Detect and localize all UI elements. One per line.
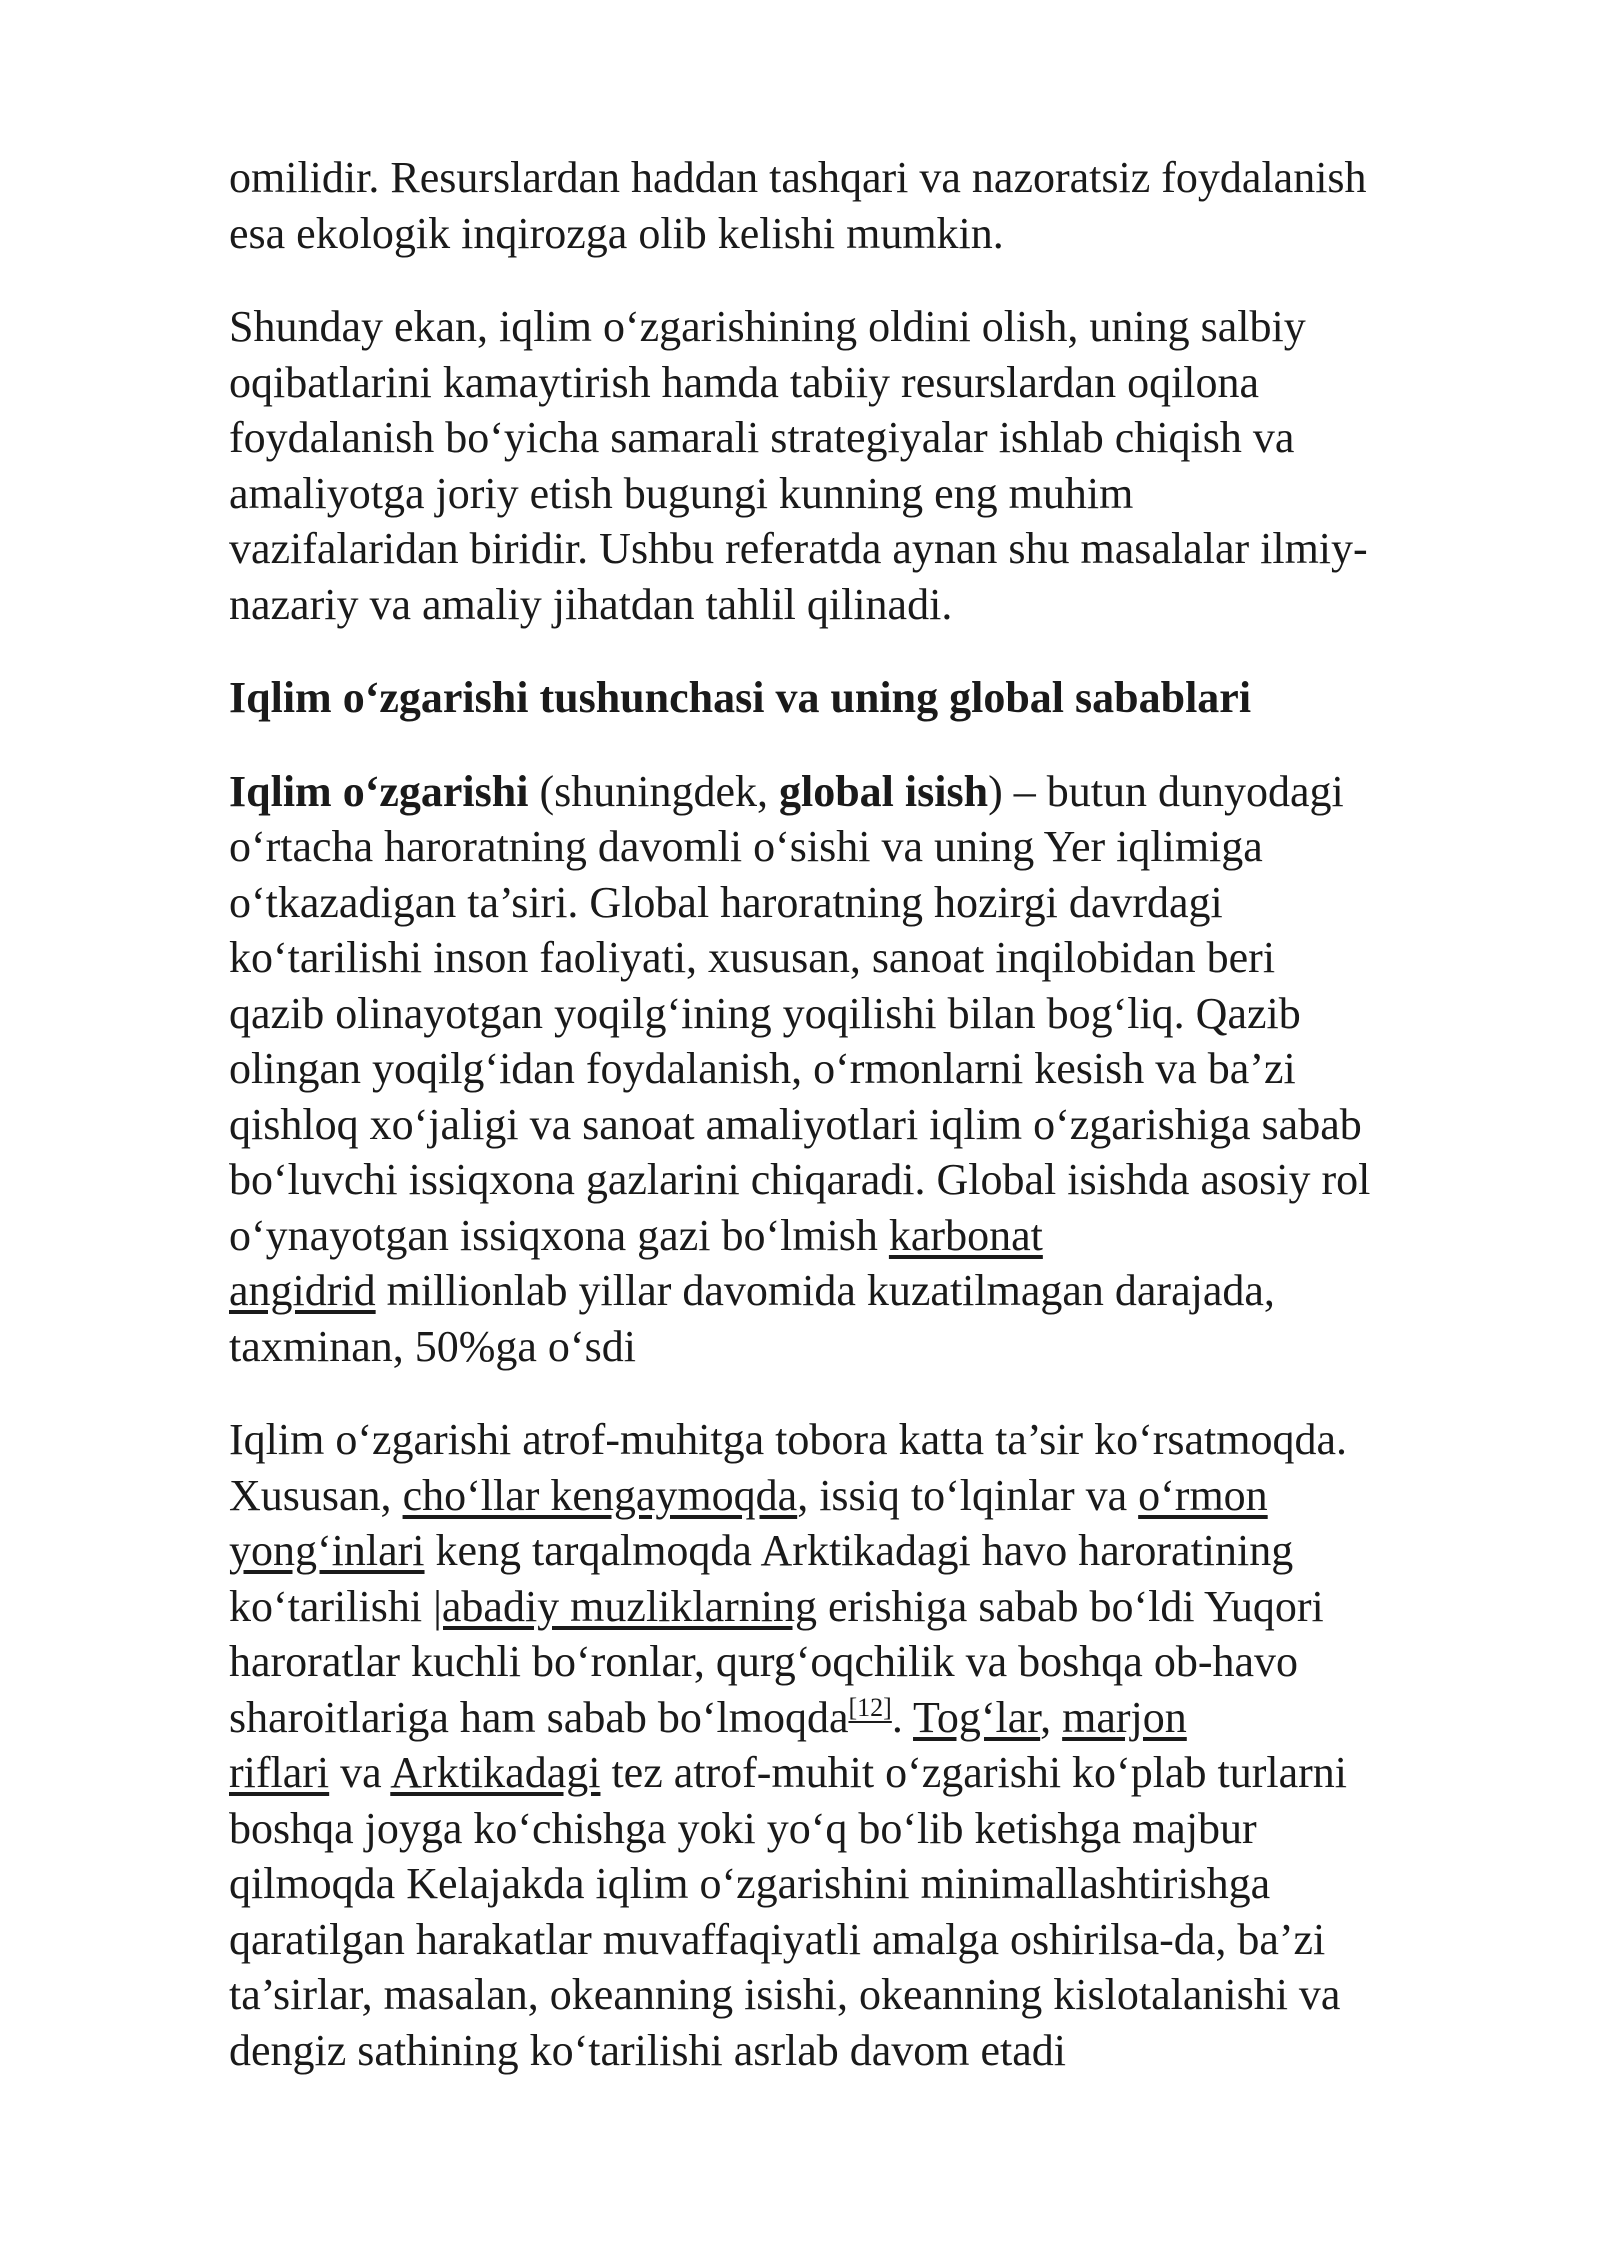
text-line: bo‘luvchi issiqxona gazlarini chiqaradi. Global isishda asosiy rol [229, 1155, 1371, 1204]
text-fragment: millionlab yillar davomida kuzatilmagan darajada, [375, 1266, 1275, 1315]
text-line [229, 1523, 1529, 1579]
text-line: qilmoqda Kelajakda iqlim o‘zgarishini minimallashtirishga [229, 1859, 1271, 1908]
link-coral-reefs-cont[interactable]: riflari [229, 1748, 330, 1797]
link-arctic[interactable]: Arktikadagi [390, 1748, 601, 1797]
text-fragment: . [891, 1692, 914, 1742]
text-line: boshqa joyga ko‘chishga yoki yo‘q bo‘lib ketishga majbur [229, 1803, 1257, 1853]
paragraph-definition [229, 764, 1529, 1375]
text-line: nazariy va amaliy jihatdan tahlil qilinadi. [229, 579, 953, 629]
term-climate-change: Iqlim o‘zgarishi [229, 766, 529, 816]
text-fragment: tez atrof-muhit o‘zgarishi ko‘plab turlarni [600, 1748, 1347, 1797]
link-carbon-dioxide[interactable]: karbonat [888, 1210, 1043, 1260]
text-line: o‘rtacha haroratning davomli o‘sishi va uning Yer iqlimiga [229, 822, 1263, 871]
text-fragment: Xususan, [229, 1470, 403, 1520]
text-line: vazifalaridan biridir. Ushbu referatda aynan shu masalalar ilmiy- [229, 524, 1368, 573]
text-line: qaratilgan harakatlar muvaffaqiyatli amalga oshirilsa-da, ba’zi [229, 1914, 1326, 1964]
text-fragment: , issiq to‘lqinlar va [797, 1470, 1139, 1520]
section-heading: Iqlim o‘zgarishi tushunchasi va uning global sabablari [229, 673, 1252, 722]
text-line [229, 1208, 1529, 1264]
text-fragment: keng tarqalmoqda Arktikadagi havo haroratining [424, 1526, 1294, 1575]
text-line: qazib olinayotgan yoqilg‘ining yoqilishi bilan bog‘liq. Qazib [229, 988, 1301, 1038]
text-line: dengiz sathining ko‘tarilishi asrlab davom etadi [229, 2025, 1067, 2075]
document-page [229, 150, 1529, 2116]
text-line [229, 1579, 1529, 1635]
text-line: qishloq xo‘jaligi va sanoat amaliyotlari iqlim o‘zgarishiga sabab [229, 1099, 1362, 1149]
text-line: ta’sirlar, masalan, okeanning isishi, okeanning kislotalanishi va [229, 1970, 1341, 2019]
text-fragment: , [1040, 1692, 1063, 1742]
link-coral-reefs[interactable]: marjon [1062, 1692, 1187, 1742]
paragraph-impacts [229, 1412, 1529, 2078]
text-line: amaliyotga joriy etish bugungi kunning eng muhim [229, 468, 1134, 518]
link-forest-fires[interactable]: o‘rmon [1138, 1470, 1268, 1520]
text-line: taxminan, 50%ga o‘sdi [229, 1321, 636, 1371]
text-line: foydalanish bo‘yicha samarali strategiyalar ishlab chiqish va [229, 413, 1295, 462]
link-permafrost[interactable]: |abadiy muzliklarning [433, 1581, 818, 1631]
link-forest-fires-cont[interactable]: yong‘inlari [229, 1526, 425, 1575]
text-fragment: va [329, 1748, 391, 1797]
text-fragment: ) – butun dunyodagi [988, 766, 1344, 816]
paragraph-intro-end [229, 150, 1529, 261]
text-line [229, 1690, 1529, 1746]
text-line: omilidir. Resurslardan haddan tashqari va nazoratsiz foydalanish [229, 153, 1367, 202]
reference-link[interactable]: [12] [848, 1692, 892, 1722]
term-global-warming: global isish [778, 766, 989, 816]
text-line [229, 1263, 1529, 1319]
link-carbon-dioxide-cont[interactable]: angidrid [229, 1266, 376, 1315]
text-fragment: sharoitlariga ham sabab bo‘lmoqda [229, 1692, 849, 1742]
text-line: oqibatlarini kamaytirish hamda tabiiy resurslardan oqilona [229, 357, 1260, 407]
text-fragment: o‘ynayotgan issiqxona gazi bo‘lmish [229, 1210, 889, 1260]
text-line: olingan yoqilg‘idan foydalanish, o‘rmonlarni kesish va ba’zi [229, 1044, 1296, 1093]
text-line: esa ekologik inqirozga olib kelishi mumkin. [229, 208, 1004, 258]
text-fragment: ko‘tarilishi [229, 1581, 434, 1631]
text-line: haroratlar kuchli bo‘ronlar, qurg‘oqchilik va boshqa ob-havo [229, 1637, 1298, 1686]
link-deserts-expanding[interactable]: cho‘llar kengaymoqda [402, 1470, 798, 1520]
text-line: Shunday ekan, iqlim o‘zgarishining oldini olish, uning salbiy [229, 302, 1306, 351]
text-line [229, 1468, 1529, 1524]
paragraph-strategy [229, 299, 1529, 632]
text-line [229, 1745, 1529, 1801]
text-line [229, 764, 1529, 820]
link-mountains[interactable]: Tog‘lar [913, 1692, 1041, 1742]
text-fragment: (shuningdek, [528, 766, 779, 816]
text-fragment: erishiga sabab bo‘ldi Yuqori [817, 1581, 1324, 1631]
text-line: ko‘tarilishi inson faoliyati, xususan, sanoat inqilobidan beri [229, 933, 1276, 982]
text-line: Iqlim o‘zgarishi atrof-muhitga tobora katta ta’sir ko‘rsatmoqda. [229, 1415, 1348, 1464]
text-line: o‘tkazadigan ta’siri. Global haroratning hozirgi davrdagi [229, 877, 1223, 927]
